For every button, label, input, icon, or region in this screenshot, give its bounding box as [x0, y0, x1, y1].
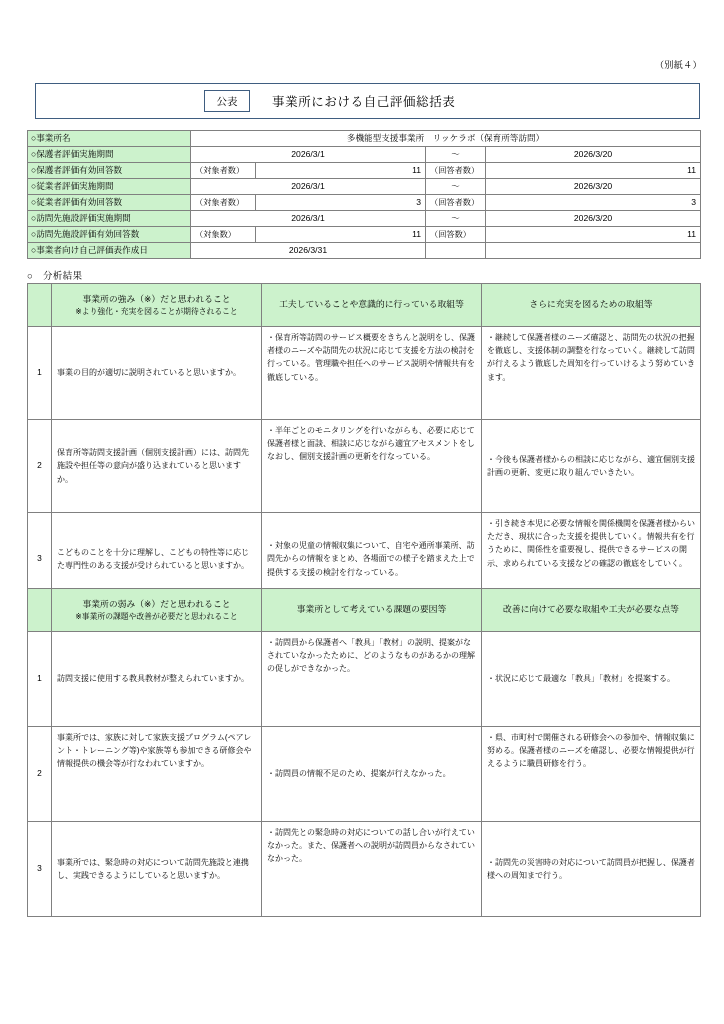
weaknesses-row-question: 訪問支援に使用する教具教材が整えられていますか。 [52, 632, 262, 727]
table-row [28, 327, 701, 420]
weaknesses-table-body [28, 632, 701, 917]
table-row [28, 195, 701, 211]
table-row [28, 163, 701, 179]
info-sublabel-staff-answers: （回答者数） [426, 195, 486, 211]
strengths-col-improvements: さらに充実を図るための取組等 [482, 284, 701, 327]
weaknesses-col-number [28, 589, 52, 632]
weaknesses-table [27, 588, 701, 917]
weaknesses-row-action: ・状況に応じて最適な「教具」「教材」を提案する。 [482, 632, 701, 727]
weaknesses-col-question-main: 事業所の弱み（※）だと思われること [82, 598, 231, 609]
info-label-staff-period: ○従業者評価実施期間 [28, 179, 191, 195]
info-value-staff-period-to: 2026/3/20 [486, 179, 701, 195]
info-sublabel-visit-answers: （回答数） [426, 227, 486, 243]
strengths-col-question-main: 事業所の強み（※）だと思われること [82, 293, 231, 304]
table-row [28, 243, 701, 259]
weaknesses-row-action: ・県、市町村で開催される研修会への参加や、情報収集に努める。保護者様のニーズを確認し、必要な情報提供が行えるように職員研修を行う。 [482, 727, 701, 822]
weaknesses-col-question-sub: ※事業所の課題や改善が必要だと思われること [75, 611, 238, 621]
weaknesses-row-action: ・訪問先の災害時の対応について訪問員が把握し、保護者様への周知まで行う。 [482, 822, 701, 917]
weaknesses-row-number: 3 [28, 822, 52, 917]
strengths-col-number [28, 284, 52, 327]
info-label-visit-responses: ○訪問先施設評価有効回答数 [28, 227, 191, 243]
attachment-note: （別紙４） [654, 60, 702, 70]
info-value-visit-period-to: 2026/3/20 [486, 211, 701, 227]
strengths-row-efforts: ・対象の児童の情報収集について、自宅や通所事業所、訪問先からの情報をまとめ、各場面での様子を踏まえた上で提供する支援の検討を行なっている。 [262, 513, 482, 606]
weaknesses-row-cause: ・訪問員から保護者へ「教具」「教材」の説明、提案がなされていなかったために、どのようなものがあるかの理解の促しができなかった。 [262, 632, 482, 727]
table-row [28, 179, 701, 195]
weaknesses-row-question: 事業所では、家族に対して家族支援プログラム(ペアレント・トレーニング等)や家族等も参加できる研修会や情報提供の機会等が行なわれていますか。 [52, 727, 262, 822]
info-label-guardian-period: ○保護者評価実施期間 [28, 147, 191, 163]
strengths-table [27, 283, 701, 606]
info-value-staff-period-from: 2026/3/1 [191, 179, 426, 195]
info-spacer-1 [426, 243, 486, 259]
strengths-col-question-sub: ※より強化・充実を図ることが期待されること [75, 306, 238, 316]
weaknesses-table-head [28, 589, 701, 632]
table-row [28, 420, 701, 513]
strengths-table-body [28, 327, 701, 606]
strengths-row-number: 1 [28, 327, 52, 420]
weaknesses-row-number: 1 [28, 632, 52, 727]
table-row [28, 632, 701, 727]
page-title: 事業所における自己評価総括表 [272, 95, 456, 109]
strengths-row-improvements: ・引き続き本児に必要な情報を関係機関を保護者様からいただき、現状に合った支援を提供していく。情報共有を行うために、関係性を重要視し、提供できるサービスの開示、求められている支援などの確認の徹底をしていく。 [482, 513, 701, 606]
facility-info-table [27, 130, 701, 259]
info-label-facility-name: ○事業所名 [28, 131, 191, 147]
strengths-row-question: こどものことを十分に理解し、こどもの特性等に応じた専門性のある支援が受けられていると思いますか。 [52, 513, 262, 606]
weaknesses-row-number: 2 [28, 727, 52, 822]
info-spacer-2 [486, 243, 701, 259]
info-value-staff-period-sep: 〜 [426, 179, 486, 195]
weaknesses-col-cause: 事業所として考えている課題の要因等 [262, 589, 482, 632]
info-value-guardian-answers: 11 [486, 163, 701, 179]
info-label-creation-date: ○事業者向け自己評価表作成日 [28, 243, 191, 259]
strengths-row-improvements: ・今後も保護者様からの相談に応じながら、適宜個別支援計画の更新、変更に取り組んでいきたい。 [482, 420, 701, 513]
strengths-row-efforts: ・保育所等訪問のサービス概要をきちんと説明をし、保護者様のニーズや訪問先の状況に応じて支援を方法の検討を行っている。管理職や担任へのサービス説明や情報共有を徹底している。 [262, 327, 482, 420]
strengths-row-improvements: ・継続して保護者様のニーズ確認と、訪問先の状況の把握を徹底し、支援体制の調整を行なっていく。継続して訪問が行えるよう徹底した周知を行っていけるよう努めていきます。 [482, 327, 701, 420]
info-value-guardian-period-from: 2026/3/1 [191, 147, 426, 163]
strengths-row-question: 事業の目的が適切に説明されていると思いますか。 [52, 327, 262, 420]
table-row [28, 227, 701, 243]
info-value-visit-answers: 11 [486, 227, 701, 243]
table-header-row [28, 589, 701, 632]
strengths-row-question: 保育所等訪問支援計画（個別支援計画）には、訪問先施設や担任等の意向が盛り込まれていると思いますか。 [52, 420, 262, 513]
strengths-row-number: 2 [28, 420, 52, 513]
info-sublabel-guardian-answers: （回答者数） [426, 163, 486, 179]
info-value-visit-target: 11 [256, 227, 426, 243]
info-label-staff-responses: ○従業者評価有効回答数 [28, 195, 191, 211]
info-value-staff-answers: 3 [486, 195, 701, 211]
info-value-guardian-target: 11 [256, 163, 426, 179]
info-value-guardian-period-to: 2026/3/20 [486, 147, 701, 163]
table-row [28, 822, 701, 917]
weaknesses-row-cause: ・訪問先との緊急時の対応についての話し合いが行えていなかった。また、保護者への説明が訪問員からなされていなかった。 [262, 822, 482, 917]
info-value-creation-date: 2026/3/31 [191, 243, 426, 259]
info-value-guardian-period-sep: 〜 [426, 147, 486, 163]
strengths-col-question [52, 284, 262, 327]
table-row [28, 727, 701, 822]
info-value-staff-target: 3 [256, 195, 426, 211]
info-value-visit-period-from: 2026/3/1 [191, 211, 426, 227]
weaknesses-row-question: 事業所では、緊急時の対応について訪問先施設と連携し、実践できるようにしていると思いますか。 [52, 822, 262, 917]
publication-tag: 公表 [204, 90, 250, 112]
table-header-row [28, 284, 701, 327]
analysis-section-heading: ○ 分析結果 [27, 270, 83, 281]
strengths-row-number: 3 [28, 513, 52, 606]
table-row [28, 211, 701, 227]
info-sublabel-visit-target: （対象数） [191, 227, 256, 243]
info-sublabel-staff-target: （対象者数） [191, 195, 256, 211]
info-label-visit-period: ○訪問先施設評価実施期間 [28, 211, 191, 227]
table-row [28, 131, 701, 147]
strengths-col-efforts: 工夫していることや意識的に行っている取組等 [262, 284, 482, 327]
info-sublabel-guardian-target: （対象者数） [191, 163, 256, 179]
strengths-table-head [28, 284, 701, 327]
weaknesses-row-cause: ・訪問員の情報不足のため、提案が行えなかった。 [262, 727, 482, 822]
info-value-facility-name: 多機能型支援事業所 リッケラボ（保育所等訪問） [191, 131, 701, 147]
weaknesses-col-question [52, 589, 262, 632]
strengths-row-efforts: ・半年ごとのモニタリングを行いながらも、必要に応じて保護者様と面談、相談に応じながら適宜アセスメントをしなおし、個別支援計画の更新を行なっている。 [262, 420, 482, 513]
info-label-guardian-responses: ○保護者評価有効回答数 [28, 163, 191, 179]
info-value-visit-period-sep: 〜 [426, 211, 486, 227]
document-title-box [35, 83, 700, 119]
facility-info-body [28, 131, 701, 259]
table-row [28, 147, 701, 163]
weaknesses-col-action: 改善に向けて必要な取組や工夫が必要な点等 [482, 589, 701, 632]
